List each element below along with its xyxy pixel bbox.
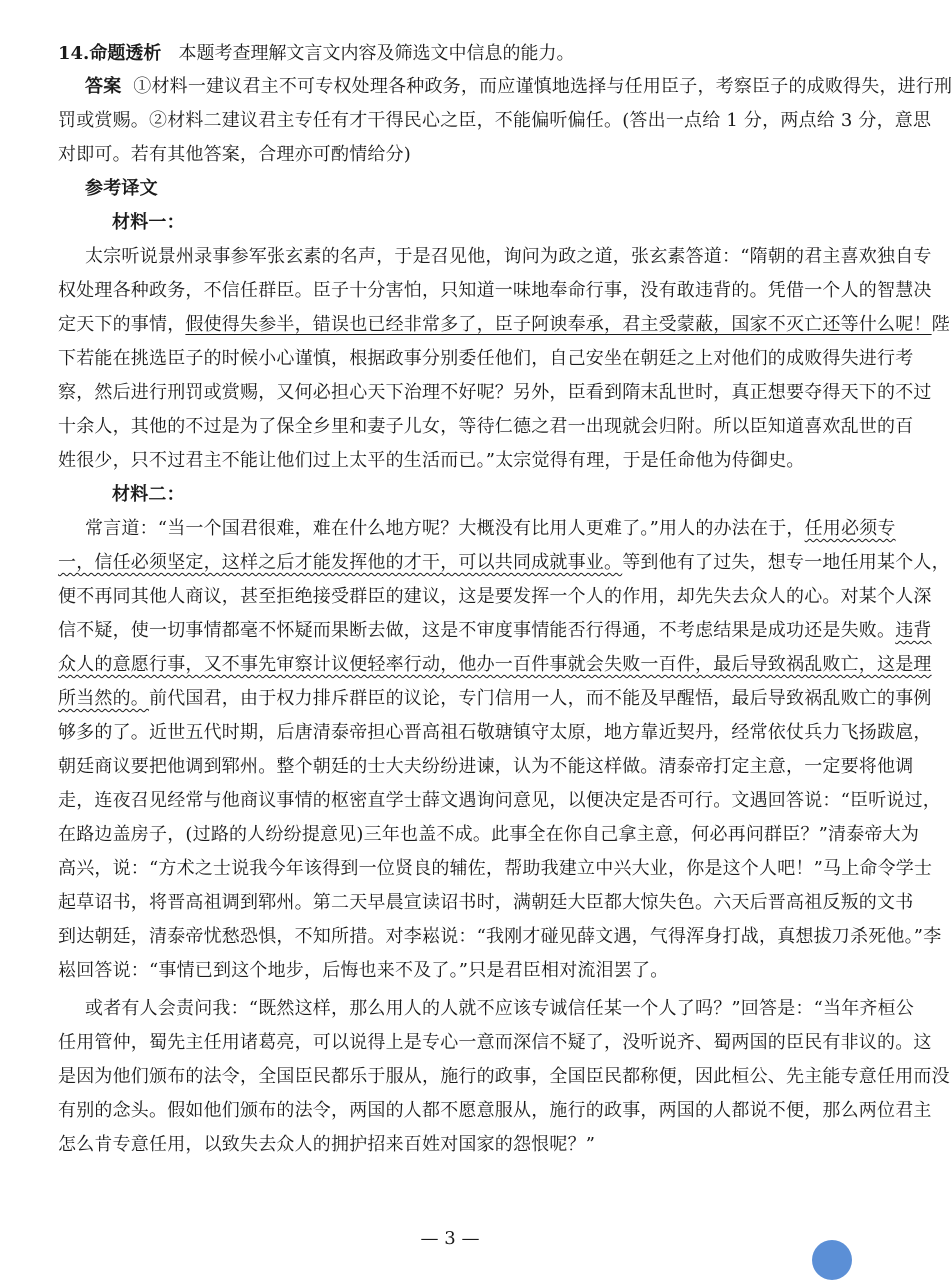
wavy-underlined-sentence: 任用必须专 (804, 518, 896, 539)
question-text: 本题考查理解文言文内容及筛选文中信息的能力。 (178, 43, 575, 64)
material2-line: 是因为他们颁布的法令，全国臣民都乐于服从，施行的政事，全国臣民都称便，因此桓公、先主能专意任用而没 (58, 1066, 950, 1087)
material1-line: 下若能在挑选臣子的时候小心谨慎，根据政事分别委任他们，自己安坐在朝廷之上对他们的成败得失进行考 (58, 348, 914, 369)
material2-line: 所当然的。前代国君，由于权力排斥群臣的议论，专门信用一人，而不能及早醒悟，最后导致祸乱败亡的事例 (58, 688, 932, 709)
corner-badge-icon (812, 1240, 852, 1280)
underlined-key-sentence: 假使得失参半，错误也已经非常多了，臣子阿谀奉承，君主受蒙蔽，国家不灭亡还等什么呢！ (185, 314, 932, 335)
material2-line: 怎么肯专意任用，以致失去众人的拥护招来百姓对国家的怨恨呢？” (58, 1134, 596, 1155)
material1-line: 十余人，其他的不过是为了保全乡里和妻子儿女，等待仁德之君一出现就会归附。所以臣知道喜欢乱世的百 (58, 416, 914, 437)
page-number: — 3 — (420, 1228, 480, 1249)
material1-line: 定天下的事情，假使得失参半，错误也已经非常多了，臣子阿谀奉承，君主受蒙蔽，国家不灭亡还等什么呢！陛 (58, 314, 950, 335)
answer-line-1: 答案 ①材料一建议君主不可专权处理各种政务，而应谨慎地选择与任用臣子，考察臣子的成败得失，进行刑 (85, 76, 952, 97)
material2-line: 信不疑，使一切事情都毫不怀疑而果断去做，这是不审度事情能否行得通，不考虑结果是成功还是失败。违背 (58, 620, 932, 641)
material2-line (58, 648, 932, 682)
material2-line: 在路边盖房子，(过路的人纷纷提意见)三年也盖不成。此事全在你自己拿主意，何必再问群臣？”清泰帝大为 (58, 824, 920, 845)
material2-line: 够多的了。近世五代时期，后唐清泰帝担心晋高祖石敬瑭镇守太原，地方靠近契丹，经常依仗兵力飞扬跋扈， (58, 722, 932, 743)
material2-line: 便不再同其他人商议，甚至拒绝接受群臣的建议，这是要发挥一个人的作用，却先失去众人的心。对某个人深 (58, 586, 932, 607)
question-label: 命题透析 (89, 43, 162, 64)
page-content (58, 38, 952, 1162)
material2-line: 起草诏书，将晋高祖调到郓州。第二天早晨宣读诏书时，满朝廷大臣都大惊失色。六天后晋高祖反叛的文书 (58, 892, 914, 913)
answer-line-2: 罚或赏赐。②材料二建议君主专任有才干得民心之臣，不能偏听偏任。(答出一点给 1 分，两点给 3 分，意思 (58, 110, 932, 131)
material1-line: 太宗听说景州录事参军张玄素的名声，于是召见他，询问为政之道，张玄素答道：“隋朝的君主喜欢独自专 (85, 246, 932, 267)
material2-line: 常言道：“当一个国君很难，难在什么地方呢？大概没有比用人更难了。”用人的办法在于，任用必须专 (85, 518, 896, 539)
wavy-underlined-sentence: 所当然的。 (58, 688, 149, 709)
material2-line: 到达朝廷，清泰帝忧愁恐惧，不知所措。对李崧说：“我刚才碰见薛文遇，气得浑身打战，真想拔刀杀死他。”李 (58, 926, 942, 947)
wavy-underlined-sentence: 众人的意愿行事，又不事先审察计议便轻率行动，他办一百件事就会失败一百件，最后导致祸乱败亡，这是理 (58, 654, 932, 675)
question-number: 14. (58, 43, 90, 64)
answer-line-3: 对即可。若有其他答案，合理亦可酌情给分) (58, 144, 412, 165)
material2-line: 走，连夜召见经常与他商议事情的枢密直学士薛文遇询问意见，以便决定是否可行。文遇回答说：“臣听说过， (58, 790, 941, 811)
material2-line: 有别的念头。假如他们颁布的法令，两国的人都不愿意服从，施行的政事，两国的人都说不便，那么两位君主 (58, 1100, 932, 1121)
material2-line: 任用管仲，蜀先主任用诸葛亮，可以说得上是专心一意而深信不疑了，没听说齐、蜀两国的臣民有非议的。这 (58, 1032, 932, 1053)
material2-line: 一，信任必须坚定，这样之后才能发挥他的才干，可以共同成就事业。等到他有了过失，想专一地任用某个人， (58, 552, 950, 573)
material2-heading: 材料二： (112, 484, 185, 505)
wavy-underlined-sentence: 一，信任必须坚定，这样之后才能发挥他的才干，可以共同成就事业。 (58, 552, 623, 573)
material1-heading: 材料一： (112, 212, 185, 233)
material2-line: 或者有人会责问我：“既然这样，那么用人的人就不应该专诚信任某一个人了吗？”回答是：“当年齐桓公 (85, 998, 915, 1019)
material1-line: 察，然后进行刑罚或赏赐，又何必担心天下治理不好呢？另外，臣看到隋末乱世时，真正想要夺得天下的不过 (58, 382, 932, 403)
wavy-underlined-sentence: 违背 (895, 620, 932, 641)
material2-line: 朝廷商议要把他调到郓州。整个朝廷的士大夫纷纷进谏，认为不能这样做。清泰帝打定主意，一定要将他调 (58, 756, 914, 777)
material1-line: 权处理各种政务，不信任群臣。臣子十分害怕，只知道一味地奉命行事，没有敢违背的。凭借一个人的智慧决 (58, 280, 932, 301)
question-line (58, 38, 858, 70)
material1-line: 姓很少，只不过君主不能让他们过上太平的生活而已。”太宗觉得有理，于是任命他为侍御史。 (58, 450, 805, 471)
answer-label: 答案 (85, 76, 122, 97)
material2-line: 高兴，说：“方术之士说我今年该得到一位贤良的辅佐，帮助我建立中兴大业，你是这个人吧！”马上命令学士 (58, 858, 933, 879)
translation-heading: 参考译文 (85, 178, 158, 199)
material2-line: 崧回答说：“事情已到这个地步，后悔也来不及了。”只是君臣相对流泪罢了。 (58, 960, 669, 981)
